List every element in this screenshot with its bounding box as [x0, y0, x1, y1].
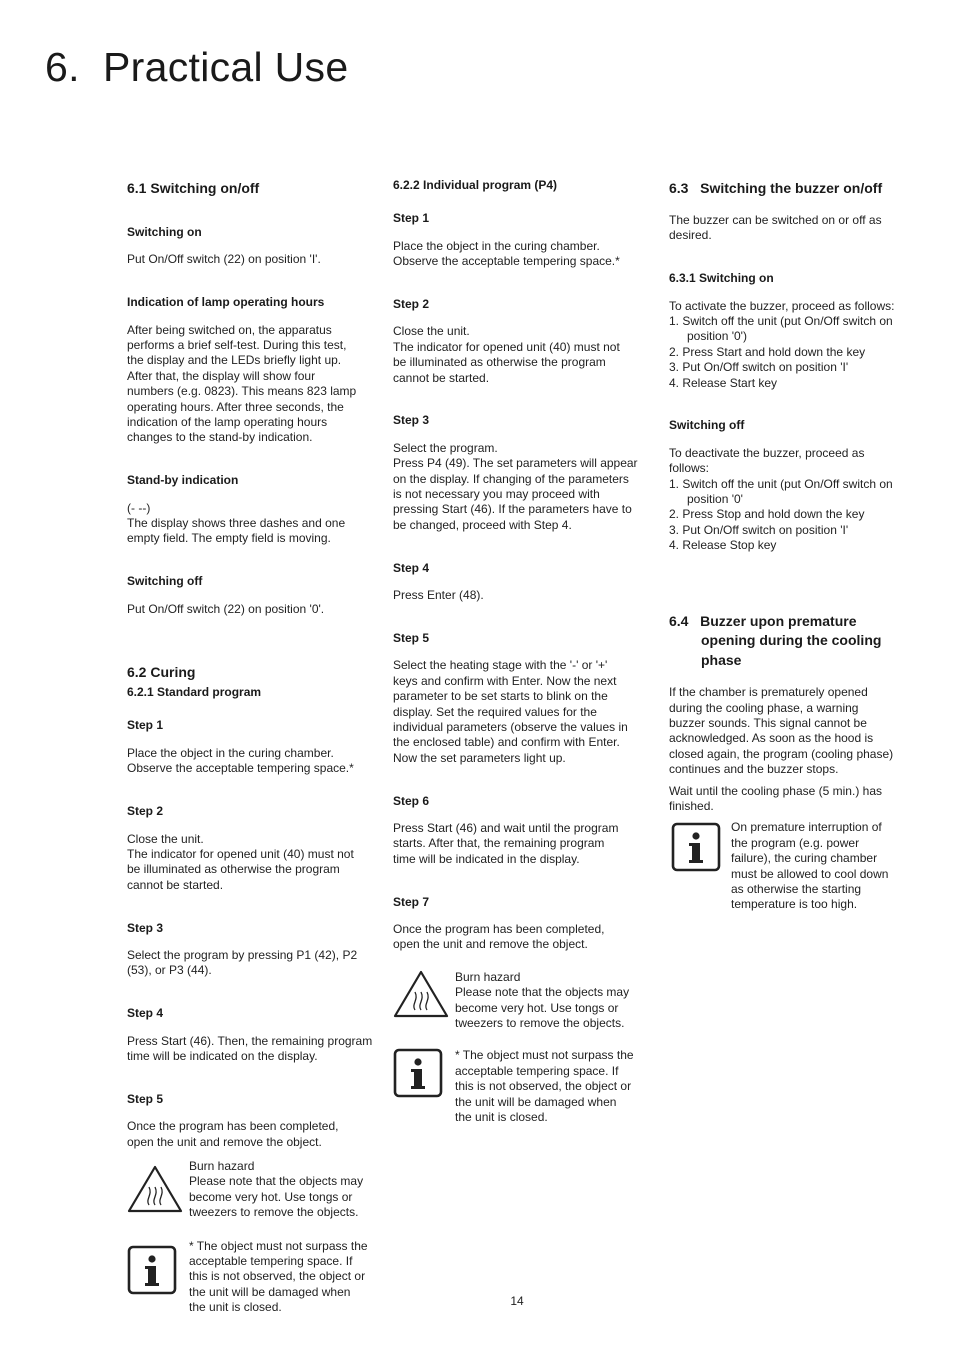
column-middle: 6.2.2 Individual program (P4) Step 1 Place the object in the curing chamber. Observe the acceptable tempering space.* Step 2 Close the unit. The indicator for opened unit (40) must not be illuminated as otherwise the program cannot be started. Step 3 Select the program. Press P4 (49). The set parameters will appear on the display. If changing of the parameters is not necessary you may proceed with pressing Start (46). If the parameters have to be changed, proceed with Step 4. Step 4 Press Enter (48). Step 5 Select the heating stage with the '-' or '+' keys and confirm with Enter. Now the next parameter to be set starts to blink on the display. Set the required values for the individual parameters (observe the values in the enclosed table) and confirm with Enter. Now the set parameters light up. Step 6 Press Start (46) and wait until the program starts. After that, the remaining program time will be indicated in the display. Step 7 Once the program has been completed, open the unit and remove the object. Burn hazard Please note that the objects may become very hot. Use tongs or tweezers to remove the objects. * The object must not surpass the acceptable tempering space. If this is not observed, the object or the unit will be damaged when the unit is closed. [393, 178, 645, 1125]
column-left: 6.1 Switching on/off Switching on Put On/Off switch (22) on position 'I'. Indication of lamp operating hours After being switched on, the apparatus performs a brief self-test. During this test, the display and the LEDs briefly light up. After that, the display will show four numbers (e.g. 0823). This means 823 lamp operating hours. After three seconds, the indication of the lamp operating hours changes to the stand-by indication. Stand-by indication (- --) The display shows three dashes and one empty field. The empty field is moving. Switching off Put On/Off switch (22) on position '0'. 6.2 Curing 6.2.1 Standard program Step 1 Place the object in the curing chamber. Observe the acceptable tempering space.* Step 2 Close the unit. The indicator for opened unit (40) must not be illuminated as otherwise the program cannot be started. Step 3 Select the program by pressing P1 (42), P2 (53), or P3 (44). Step 4 Press Start (46). Then, the remaining program time will be indicated on the display. Step 5 Once the program has been completed, open the unit and remove the object. Burn hazard Please note that the objects may become very hot. Use tongs or tweezers to remove the objects. * The object must not surpass the acceptable tempering space. If this is not observed, the object or the unit will be damaged when the unit is closed. [127, 178, 382, 1316]
section-6-1-heading: 6.1 Switching on/off [127, 180, 260, 196]
list-item: 4. Release Stop key [669, 538, 777, 553]
section-6-3-1-heading: 6.3.1 Switching on [669, 271, 774, 286]
ind-step6-title: Step 6 [393, 793, 430, 808]
section-6-4-heading: 6.4 Buzzer upon premature opening during the cooling phase [669, 612, 882, 668]
ind-step5-title: Step 5 [393, 630, 430, 645]
list-item: 3. Put On/Off switch on position 'I' [669, 522, 849, 537]
chapter-title: Practical Use [103, 44, 349, 90]
ind-step2-title: Step 2 [393, 297, 430, 312]
burn-hazard-icon [393, 970, 449, 1018]
info-note: On premature interruption of the program (e.g. power failure), the curing chamber must be allowed to cool down as otherwise the starting temperature is too high. [669, 820, 914, 912]
info-note: * The object must not surpass the acceptable tempering space. If this is not observed, the object or the unit will be damaged when the unit is closed. [393, 1048, 645, 1125]
page-title [45, 44, 348, 91]
section-6-2-2-heading: 6.2.2 Individual program (P4) [393, 178, 558, 192]
page-number: 14 [510, 1294, 524, 1308]
cooling-wait-text: Wait until the cooling phase (5 min.) has finished. [669, 783, 882, 814]
buzzer-on-steps [669, 314, 914, 391]
std-step3-title: Step 3 [127, 920, 164, 935]
burn-hazard-title: Burn hazard [189, 1158, 255, 1173]
buzzer-off-title: Switching off [669, 418, 745, 433]
ind-step1-title: Step 1 [393, 211, 430, 226]
switching-on-title: Switching on [127, 225, 202, 239]
chapter-number: 6. [45, 44, 80, 90]
section-6-3-heading: 6.3 Switching the buzzer on/off [669, 180, 883, 196]
list-item: 1. Switch off the unit (put On/Off switch on position '0') [669, 314, 893, 344]
section-6-2-heading: 6.2 Curing [127, 664, 196, 681]
info-icon [127, 1245, 177, 1295]
section-6-2-1-heading: 6.2.1 Standard program [127, 685, 262, 700]
burn-hazard-title: Burn hazard [455, 969, 521, 984]
switching-on-text: Put On/Off switch (22) on position 'I'. [127, 252, 321, 267]
list-item: 4. Release Start key [669, 375, 778, 390]
info-note: * The object must not surpass the acceptable tempering space. If this is not observed, the object or the unit will be damaged when the unit is closed. [127, 1239, 382, 1316]
std-step5-title: Step 5 [127, 1091, 164, 1106]
buzzer-premature-text: If the chamber is prematurely opened during the cooling phase, a warning buzzer sounds. This signal cannot be acknowledged. As soon as the hood is closed again, the program (cooling phase) continues and the buzzer stops. [669, 685, 894, 777]
ind-step3-title: Step 3 [393, 413, 430, 428]
list-item: 2. Press Start and hold down the key [669, 344, 866, 359]
info-icon [393, 1048, 443, 1098]
ind-step4-title: Step 4 [393, 560, 430, 575]
switching-off-text: Put On/Off switch (22) on position '0'. [127, 601, 325, 616]
buzzer-off-steps [669, 477, 914, 554]
burn-hazard-icon [127, 1165, 183, 1213]
column-right: 6.3 Switching the buzzer on/off The buzzer can be switched on or off as desired. 6.3.1 Switching on To activate the buzzer, proceed as follows: 1. Switch off the unit (put On/Off switch on position '0') 2. Press Start and hold down the key 3. Put On/Off switch on position 'I' 4. Release Start key Switching off To deactivate the buzzer, proceed as follows: 1. Switch off the unit (put On/Off switch on position '0' 2. Press Stop and hold down the key 3. Put On/Off switch on position 'I' 4. Release Stop key 6.4 Buzzer upon premature opening during the cooling phase If the chamber is prematurely opened during the cooling phase, a warning buzzer sounds. This signal cannot be acknowledged. As soon as the hood is closed again, the program (cooling phase) continues and the buzzer stops. Wait until the cooling phase (5 min.) has finished. On premature interruption of the program (e.g. power failure), the curing chamber must be allowed to cool down as otherwise the starting temperature is too high. [669, 178, 914, 913]
list-item: 3. Put On/Off switch on position 'I' [669, 360, 849, 375]
burn-hazard-note: Burn hazard Please note that the objects may become very hot. Use tongs or tweezers to remove the objects. [127, 1159, 382, 1221]
info-icon [671, 822, 721, 872]
lamp-hours-title: Indication of lamp operating hours [127, 295, 325, 310]
ind-step7-title: Step 7 [393, 894, 430, 909]
standby-title: Stand-by indication [127, 473, 239, 488]
std-step1-title: Step 1 [127, 718, 164, 733]
list-item: 2. Press Stop and hold down the key [669, 507, 865, 522]
lamp-hours-text: After being switched on, the apparatus performs a brief self-test. During this test, the display and the LEDs briefly light up. After that, the display will show four numbers (e.g. 0823). This means 823 lamp operating hours. After three seconds, the indication of the lamp operating hours changes to the stand-by indication. [127, 322, 357, 445]
std-step4-title: Step 4 [127, 1006, 164, 1021]
standby-text: (- --) The display shows three dashes and one empty field. The empty field is moving. [127, 500, 346, 546]
list-item: 1. Switch off the unit (put On/Off switch on position '0' [669, 476, 893, 507]
std-step2-title: Step 2 [127, 804, 164, 819]
burn-hazard-note: Burn hazard Please note that the objects may become very hot. Use tongs or tweezers to remove the objects. [393, 970, 645, 1032]
switching-off-title: Switching off [127, 574, 203, 589]
